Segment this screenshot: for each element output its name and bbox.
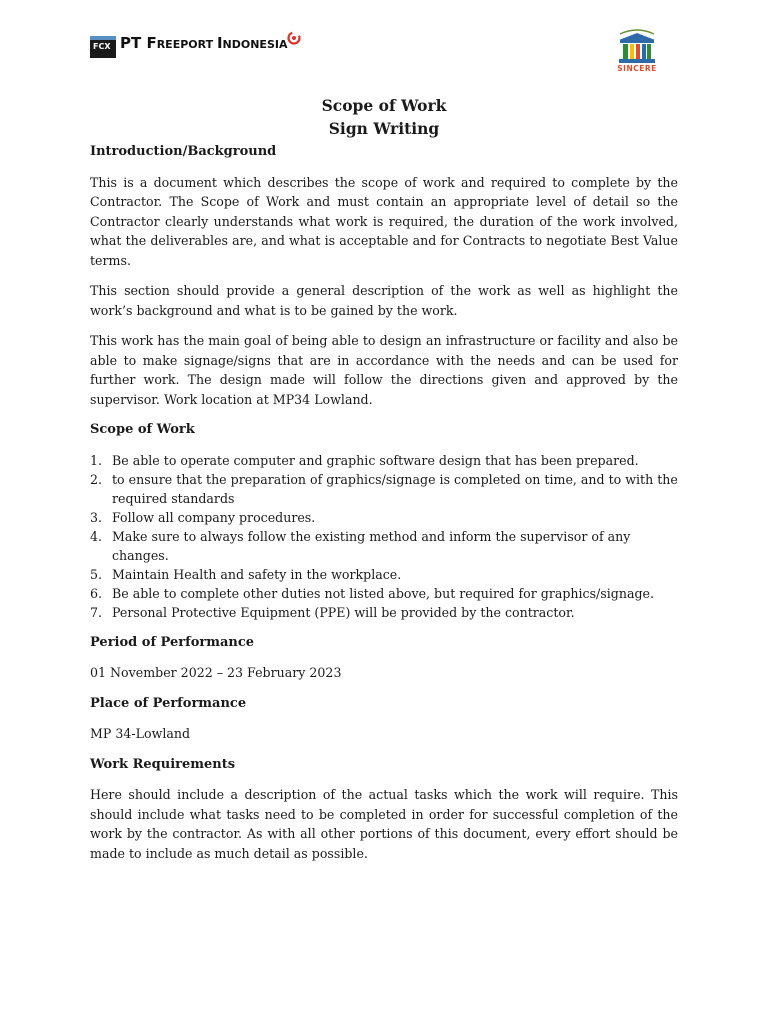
intro-paragraph-3: This work has the main goal of being able to design an infrastructure or facility and also be able to make signage/signs that are in accordance with the needs and can be used for further work. The design made will follow the directions given and approved by the supervisor. Work location at MP34 Lowland. — [90, 333, 678, 407]
fcx-logo-icon: FCX — [90, 36, 116, 58]
period-heading: Period of Performance — [90, 634, 255, 650]
document-body — [90, 94, 678, 863]
company-name: PT FREEPORT INDONESIA — [120, 34, 288, 52]
intro-paragraph-1: This is a document which describes the scope of work and required to complete by the Contractor. The Scope of Work and must contain an appropriate level of detail so the Contractor clearly understands what work is required, the duration of the work involved, what the deliverables are, and what is acceptable and for Contracts to negotiate Best Value terms. — [90, 174, 678, 268]
requirements-paragraph: Here should include a description of the actual tasks which the work will require. This should include what tasks need to be completed in order for successful completion of the work by the contractor. As with all other portions of this document, every effort should be made to include as much detail as possible. — [90, 787, 678, 861]
list-item: 7. Personal Protective Equipment (PPE) will be provided by the contractor. — [90, 604, 575, 620]
list-item: 6. Be able to complete other duties not listed above, but required for graphics/signage. — [90, 585, 654, 601]
list-item: 2. to ensure that the preparation of graphics/signage is completed on time, and to with the required standards — [90, 471, 678, 506]
sincere-badge — [614, 28, 660, 76]
scope-heading: Scope of Work — [90, 422, 195, 437]
page-header — [88, 28, 676, 76]
list-item: 3. Follow all company procedures. — [90, 509, 316, 525]
list-item: 1. Be able to operate computer and graphic software design that has been prepared. — [90, 452, 639, 468]
document-title: Scope of Work — [321, 96, 447, 115]
building-icon — [614, 28, 660, 64]
intro-heading: Introduction/Background — [90, 144, 277, 159]
sincere-label: SINCERE — [617, 64, 657, 73]
document-subtitle: Sign Writing — [328, 119, 440, 138]
swirl-logo-icon — [286, 30, 302, 46]
scope-list — [90, 451, 678, 622]
list-item: 5. Maintain Health and safety in the workplace. — [90, 566, 402, 582]
intro-paragraph-2: This section should provide a general description of the work as well as highlight the work’s background and what is to be gained by the work. — [90, 283, 678, 318]
list-item: 4. Make sure to always follow the existing method and inform the supervisor of any changes. — [90, 528, 631, 563]
requirements-heading: Work Requirements — [90, 756, 236, 772]
place-value: MP 34-Lowland — [90, 726, 191, 741]
place-heading: Place of Performance — [90, 695, 247, 711]
period-value: 01 November 2022 – 23 February 2023 — [90, 665, 342, 680]
